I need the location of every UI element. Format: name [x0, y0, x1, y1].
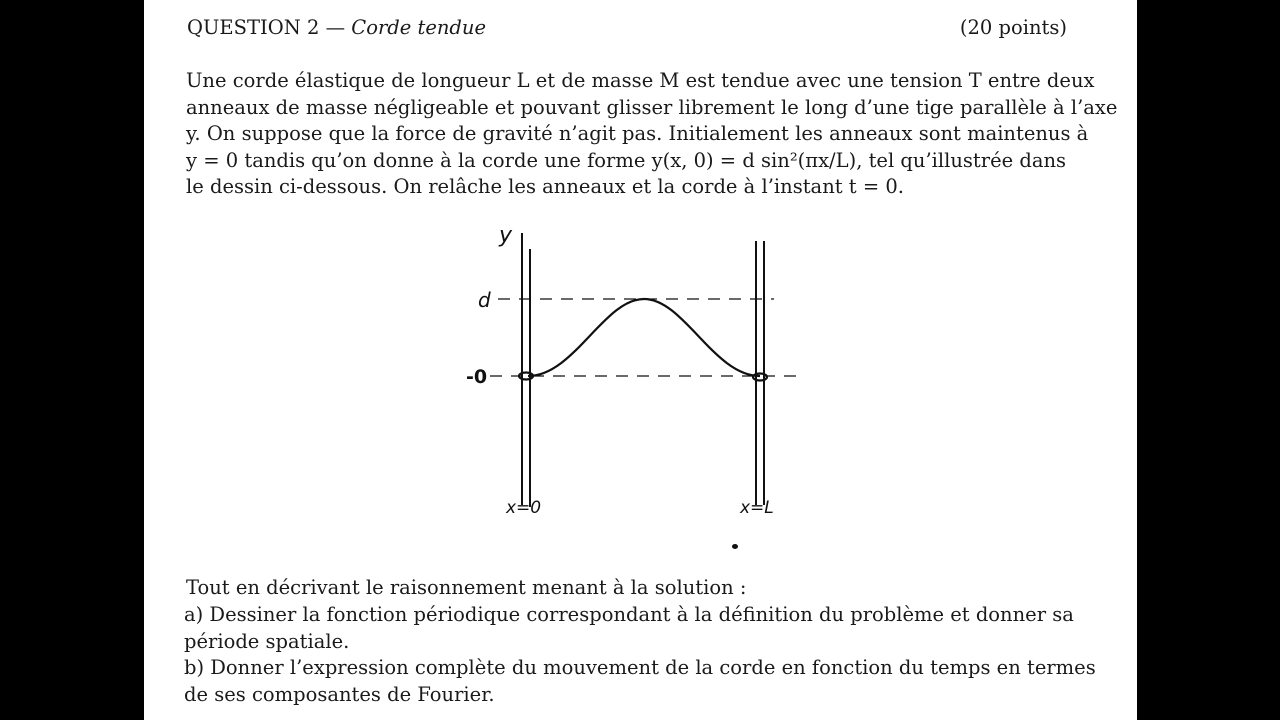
task-intro: Tout en décrivant le raisonnement menant à la solution : [186, 576, 747, 599]
x0-label: x=0 [506, 498, 542, 518]
y-axis-label: y [499, 223, 513, 248]
intro-line-5: le dessin ci-dessous. On relâche les anneaux et la corde à l’instant t = 0. [186, 175, 904, 198]
string-curve [528, 299, 760, 376]
intro-line-2: anneaux de masse négligeable et pouvant glisser librement le long d’une tige parallèle à l’axe [186, 96, 1118, 119]
string-diagram [454, 215, 824, 535]
question-title: Corde tendue [351, 16, 487, 39]
xL-label: x=L [740, 498, 774, 518]
zero-label: -0 [466, 366, 488, 388]
intro-line-1: Une corde élastique de longueur L et de masse M est tendue avec une tension T entre deux [186, 69, 1095, 92]
intro-line-3: y. On suppose que la force de gravité n’agit pas. Initialement les anneaux sont maintenus à [186, 122, 1089, 145]
header-dash: — [325, 16, 346, 39]
task-b-line-2: de ses composantes de Fourier. [184, 683, 495, 706]
task-a-line-2: période spatiale. [184, 630, 350, 653]
question-header [187, 16, 486, 39]
d-label: d [478, 288, 491, 312]
exam-page [144, 0, 1137, 720]
question-points: (20 points) [959, 16, 1067, 39]
ink-speck [732, 544, 738, 549]
intro-line-4: y = 0 tandis qu’on donne à la corde une forme y(x, 0) = d sin²(πx/L), tel qu’illustrée dans [186, 149, 1067, 172]
task-b-line-1: b) Donner l’expression complète du mouvement de la corde en fonction du temps en termes [184, 656, 1096, 679]
task-a-line-1: a) Dessiner la fonction périodique correspondant à la définition du problème et donner sa [184, 603, 1074, 626]
question-label: QUESTION 2 [187, 16, 320, 39]
